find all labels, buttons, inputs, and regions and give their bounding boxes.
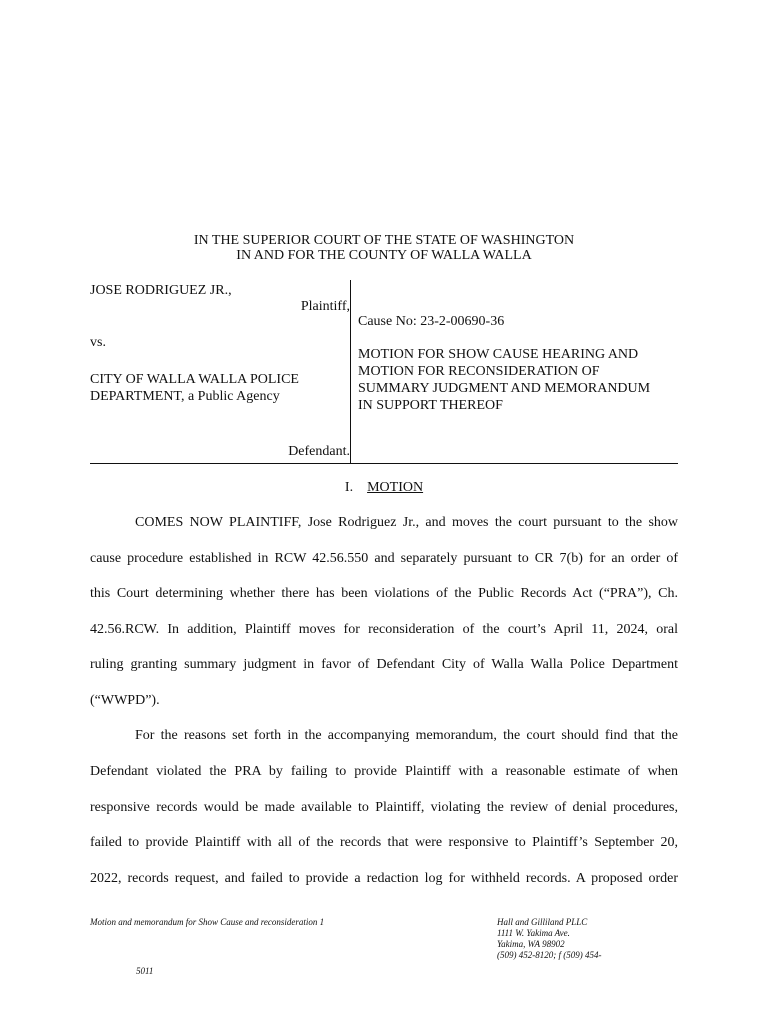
footer-firm-line: Hall and Gilliland PLLC <box>497 917 588 927</box>
versus: vs. <box>90 335 106 350</box>
footer-firm-block <box>497 917 601 961</box>
body-text-line: 2022, records request, and failed to provide a redaction log for withheld records. A proposed order <box>90 871 678 886</box>
defendant-name-line-2: DEPARTMENT, a Public Agency <box>90 389 280 404</box>
body-text-line: ruling granting summary judgment in favor of Defendant City of Walla Walla Police Department <box>90 657 678 672</box>
footer-firm-line: Yakima, WA 98902 <box>497 939 565 949</box>
plaintiff-role: Plaintiff, <box>300 299 350 314</box>
body-text-line: (“WWPD”). <box>90 693 160 708</box>
document-title-line: MOTION FOR RECONSIDERATION OF <box>358 364 600 379</box>
body-text-line: this Court determining whether there has been violations of the Public Records Act (“PRA”), Ch. <box>90 586 678 601</box>
body-text-line: responsive records would be made available to Plaintiff, violating the review of denial procedures, <box>90 800 678 815</box>
defendant-name-line-1: CITY OF WALLA WALLA POLICE <box>90 372 299 387</box>
body-text-line: For the reasons set forth in the accompanying memorandum, the court should find that the <box>135 728 678 743</box>
document-title-line: MOTION FOR SHOW CAUSE HEARING AND <box>358 347 639 362</box>
body-text-line: failed to provide Plaintiff with all of the records that were responsive to Plaintiff’s September 20, <box>90 835 678 850</box>
footer-firm-line: (509) 452-8120; f (509) 454- <box>497 950 602 960</box>
section-label: MOTION <box>367 480 424 495</box>
footer-document-name: Motion and memorandum for Show Cause and reconsideration 1 <box>90 917 325 927</box>
case-caption <box>90 280 678 464</box>
section-number: I. <box>344 480 354 495</box>
document-title-line: SUMMARY JUDGMENT AND MEMORANDUM <box>358 381 651 396</box>
court-name-line-1: IN THE SUPERIOR COURT OF THE STATE OF WASHINGTON <box>193 233 575 248</box>
court-name-line-2: IN AND FOR THE COUNTY OF WALLA WALLA <box>236 248 532 263</box>
footer-firm-line: 1111 W. Yakima Ave. <box>497 928 570 938</box>
cause-number: Cause No: 23-2-00690-36 <box>358 314 505 329</box>
body-text-line: 42.56.RCW. In addition, Plaintiff moves for reconsideration of the court’s April 11, 2024, oral <box>90 622 678 637</box>
footer-continuation: 5011 <box>136 966 154 976</box>
section-heading <box>0 480 768 496</box>
body-text-line: cause procedure established in RCW 42.56.550 and separately pursuant to CR 7(b) for an order of <box>90 551 678 566</box>
plaintiff-name: JOSE RODRIGUEZ JR., <box>90 283 232 298</box>
defendant-role: Defendant. <box>288 444 350 459</box>
document-title-line: IN SUPPORT THEREOF <box>358 398 503 413</box>
document-title <box>358 346 650 414</box>
body-text-line: Defendant violated the PRA by failing to provide Plaintiff with a reasonable estimate of when <box>90 764 678 779</box>
caption-divider <box>350 280 351 463</box>
body-text-line: COMES NOW PLAINTIFF, Jose Rodriguez Jr., and moves the court pursuant to the show <box>135 515 678 530</box>
